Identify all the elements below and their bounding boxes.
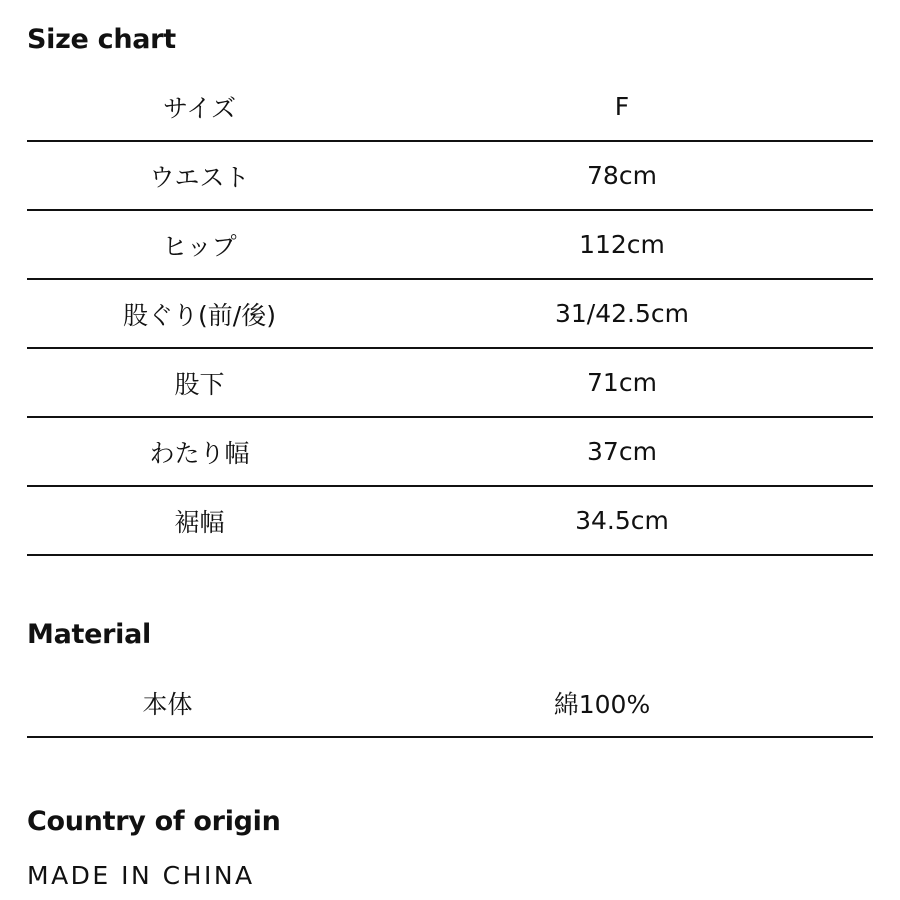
material-title: Material — [27, 619, 151, 650]
size-chart-title: Size chart — [27, 24, 176, 55]
size-row-thigh-width — [27, 418, 873, 487]
size-row-label: わたり幅 — [149, 438, 250, 468]
material-row-value: 綿100% — [553, 689, 651, 719]
size-row-value: 78cm — [587, 161, 657, 190]
size-row-value: 31/42.5cm — [555, 299, 689, 328]
size-row-inseam — [27, 349, 873, 418]
size-row-label: 股ぐり(前/後) — [123, 300, 276, 330]
material-table — [27, 669, 873, 738]
size-row-value: 34.5cm — [575, 506, 669, 535]
size-row-label: 股下 — [174, 369, 225, 399]
size-row-hip — [27, 211, 873, 280]
material-row-body — [27, 669, 873, 738]
size-row-label: サイズ — [162, 93, 236, 123]
size-row-waist — [27, 142, 873, 211]
size-row-label: ヒップ — [162, 231, 237, 261]
size-row-label: ウエスト — [149, 162, 250, 192]
size-chart-table — [27, 73, 873, 556]
size-row-size — [27, 73, 873, 142]
material-row-label: 本体 — [142, 689, 193, 719]
size-row-value: F — [614, 92, 630, 121]
size-row-hem-width — [27, 487, 873, 556]
size-row-label: 裾幅 — [174, 507, 225, 537]
origin-text: MADE IN CHINA — [27, 861, 255, 890]
size-row-value: 112cm — [579, 230, 665, 259]
size-row-rise — [27, 280, 873, 349]
origin-title: Country of origin — [27, 806, 281, 837]
size-row-value: 71cm — [587, 368, 657, 397]
size-row-value: 37cm — [587, 437, 657, 466]
